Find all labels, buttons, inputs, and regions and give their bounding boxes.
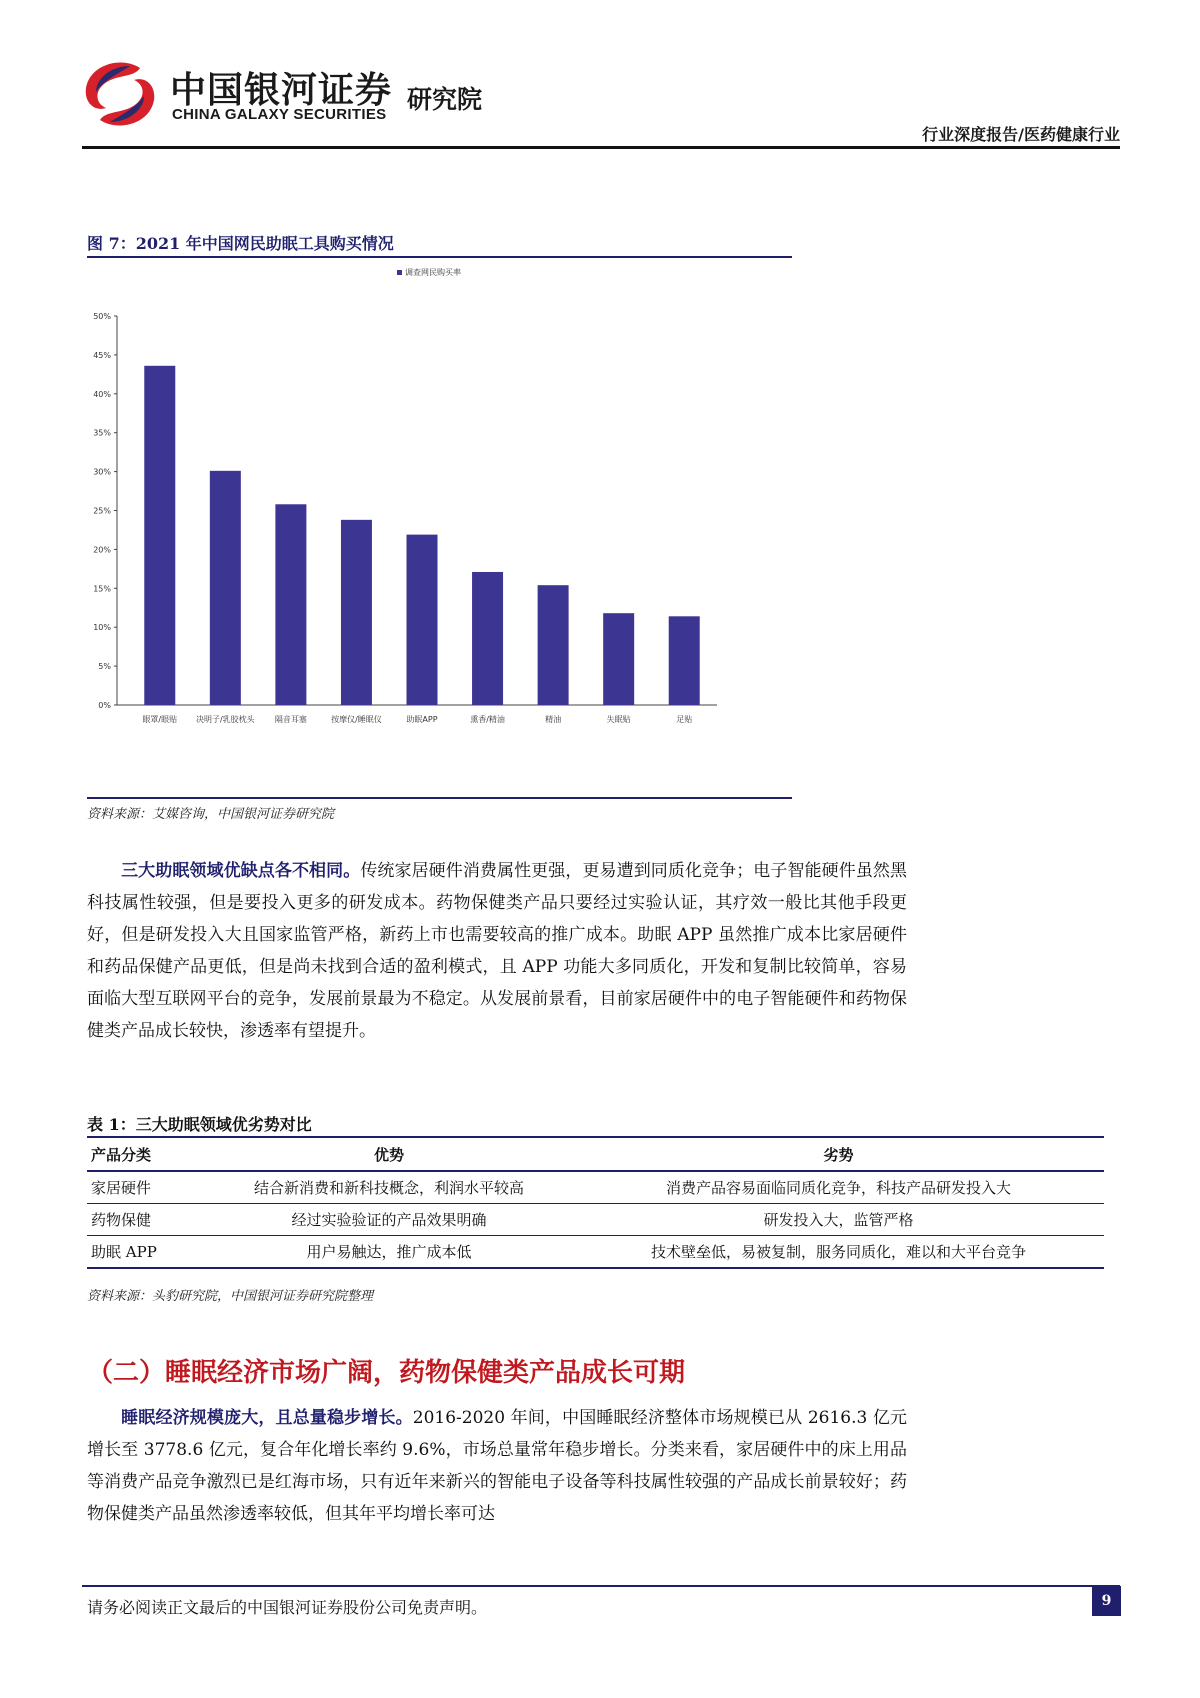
bar-chart bbox=[87, 260, 792, 790]
figure-title: 图 7：2021 年中国网民助眠工具购买情况 bbox=[87, 234, 394, 253]
x-tick-label: 决明子/乳胶枕头 bbox=[195, 715, 255, 724]
table-cell: 技术壁垒低，易被复制，服务同质化，难以和大平台竞争 bbox=[573, 1236, 1104, 1269]
x-tick-label: 熏香/精油 bbox=[470, 715, 505, 724]
y-tick-label: 10% bbox=[93, 623, 111, 633]
chart-legend bbox=[397, 267, 461, 277]
section-title: （二）睡眠经济市场广阔，药物保健类产品成长可期 bbox=[87, 1358, 686, 1388]
y-tick-label: 35% bbox=[93, 428, 111, 438]
table-header-row bbox=[87, 1137, 1104, 1171]
footer-divider bbox=[82, 1585, 1120, 1587]
galaxy-logo-icon bbox=[82, 58, 158, 130]
y-tick-label: 15% bbox=[93, 584, 111, 594]
table-cell: 家居硬件 bbox=[87, 1171, 205, 1204]
bar bbox=[341, 520, 372, 705]
header-strengths: 优势 bbox=[205, 1137, 573, 1171]
x-tick-label: 精油 bbox=[545, 715, 562, 724]
report-type: 行业深度报告/医药健康行业 bbox=[922, 125, 1120, 144]
table-source: 资料来源：头豹研究院，中国银河证券研究院整理 bbox=[87, 1289, 374, 1304]
brand-institute: 研究院 bbox=[407, 85, 483, 114]
bar bbox=[210, 471, 241, 705]
x-tick-label: 眼罩/眼贴 bbox=[142, 715, 178, 724]
legend-label: 调查网民购买率 bbox=[405, 268, 461, 277]
y-tick-label: 0% bbox=[98, 701, 111, 710]
table-cell: 结合新消费和新科技概念，利润水平较高 bbox=[205, 1171, 573, 1204]
table-cell: 研发投入大，监管严格 bbox=[573, 1204, 1104, 1236]
table-cell: 助眠 APP bbox=[87, 1236, 205, 1269]
table-row bbox=[87, 1204, 1104, 1236]
table-cell: 消费产品容易面临同质化竞争，科技产品研发投入大 bbox=[573, 1171, 1104, 1204]
bar bbox=[407, 535, 438, 705]
x-tick-label: 助眠APP bbox=[406, 715, 438, 724]
table-cell: 药物保健 bbox=[87, 1204, 205, 1236]
paragraph-text: 传统家居硬件消费属性更强，更易遭到同质化竞争；电子智能硬件虽然黑科技属性较强，但是要投入更多的研发成本。药物保健类产品只要经过实验认证，其疗效一般比其他手段更好，但是研发投入大且国家监管严格，新药上市也需要较高的推广成本。助眠 APP 虽然推广成本比家居硬件和药品保健产品更低，但是尚未找到合适的盈利模式，且 APP 功能大多同质化，开发和复制比较简单，容易面临大型互联网平台的竞争，发展前景最为不稳定。从发展前景看，目前家居硬件中的电子智能硬件和药物保健类产品成长较快，渗透率有望提升。 bbox=[87, 861, 908, 1041]
paragraph-lead: 睡眠经济规模庞大，且总量稳步增长。 bbox=[121, 1408, 413, 1428]
x-tick-label: 隔音耳塞 bbox=[274, 715, 307, 724]
paragraph-lead: 三大助眠领域优缺点各不相同。 bbox=[121, 861, 361, 881]
chart-x-labels bbox=[142, 714, 692, 724]
brand-name-en: CHINA GALAXY SECURITIES bbox=[172, 106, 387, 123]
header-weaknesses: 劣势 bbox=[573, 1137, 1104, 1171]
page-number: 9 bbox=[1092, 1586, 1121, 1616]
y-tick-label: 45% bbox=[93, 350, 111, 360]
x-tick-label: 失眠贴 bbox=[606, 715, 631, 724]
paragraph-market-size bbox=[87, 1402, 907, 1530]
table-cell: 用户易触达，推广成本低 bbox=[205, 1236, 573, 1269]
footer-disclaimer: 请务必阅读正文最后的中国银河证券股份公司免责声明。 bbox=[87, 1598, 488, 1617]
comparison-table bbox=[87, 1136, 1104, 1269]
y-tick-label: 20% bbox=[93, 545, 111, 555]
legend-swatch bbox=[397, 270, 402, 275]
y-tick-label: 5% bbox=[98, 662, 111, 672]
table-title: 表 1：三大助眠领域优劣势对比 bbox=[87, 1115, 312, 1134]
x-tick-label: 按摩仪/睡眠仪 bbox=[331, 715, 382, 724]
y-tick-label: 50% bbox=[93, 312, 111, 321]
table-cell: 经过实验验证的产品效果明确 bbox=[205, 1204, 573, 1236]
bar bbox=[275, 504, 306, 705]
chart-bars bbox=[144, 366, 699, 705]
brand-name-cn: 中国银河证券 bbox=[170, 70, 393, 111]
y-tick-label: 40% bbox=[93, 389, 111, 399]
paragraph-strengths-weaknesses bbox=[87, 855, 907, 1047]
table-row bbox=[87, 1171, 1104, 1204]
header-category: 产品分类 bbox=[87, 1137, 205, 1171]
table-row bbox=[87, 1236, 1104, 1269]
figure-top-rule bbox=[87, 256, 792, 258]
y-tick-label: 30% bbox=[93, 467, 111, 477]
bar bbox=[472, 572, 503, 705]
figure-bottom-rule bbox=[87, 797, 792, 799]
bar bbox=[669, 616, 700, 705]
paragraph-text: 2016-2020 年间，中国睡眠经济整体市场规模已从 2616.3 亿元增长至 3778.6 亿元，复合年化增长率约 9.6%，市场总量常年稳步增长。分类来看，家居硬件中的床上用品等消费产品竞争激烈已是红海市场，只有近年来新兴的智能电子设备等科技属性较强的产品成长前景较好；药物保健类产品虽然渗透率较低，但其年平均增长率可达 bbox=[87, 1408, 908, 1524]
header-divider bbox=[82, 146, 1120, 149]
bar bbox=[538, 585, 569, 705]
bar bbox=[144, 366, 175, 705]
y-tick-label: 25% bbox=[93, 506, 111, 516]
bar bbox=[603, 613, 634, 705]
figure-source: 资料来源：艾媒咨询，中国银河证券研究院 bbox=[87, 807, 335, 822]
x-tick-label: 足贴 bbox=[676, 715, 693, 724]
